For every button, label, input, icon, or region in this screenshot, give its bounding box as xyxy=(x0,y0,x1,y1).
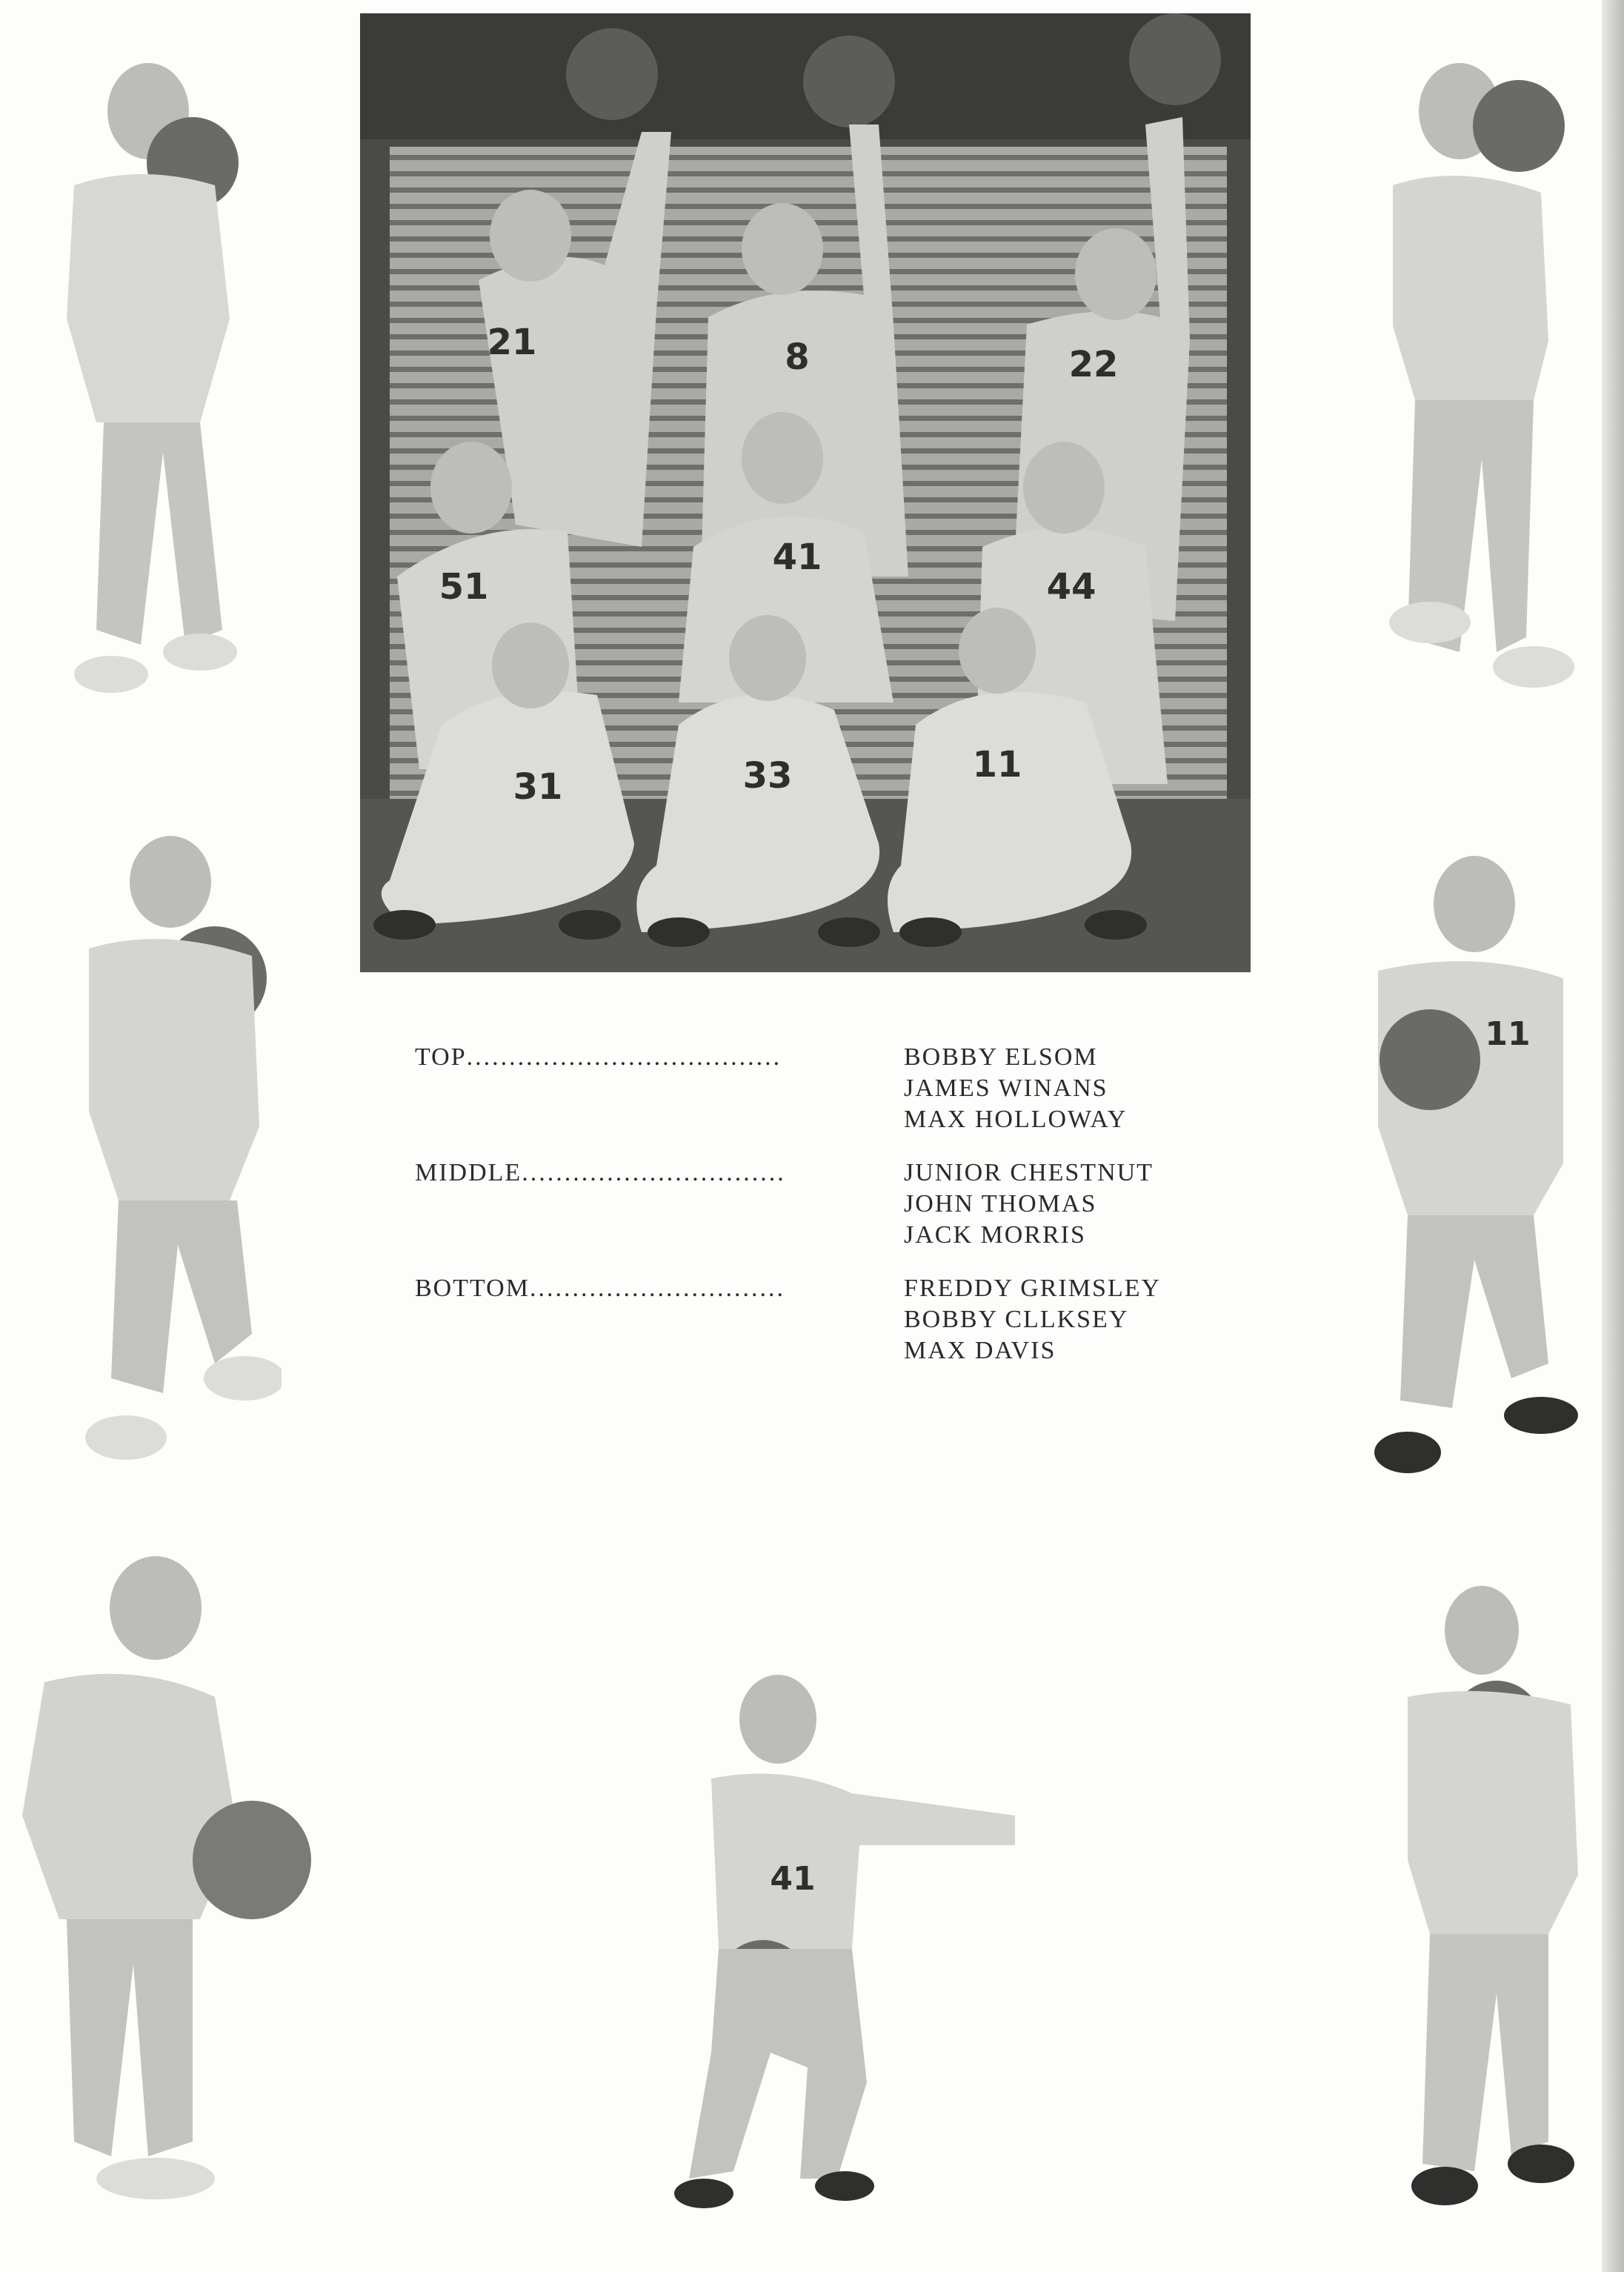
jersey-number: 33 xyxy=(742,755,793,797)
action-photo-right-top xyxy=(1378,44,1585,711)
roster-row-bottom: BOTTOM.............................. FREDDY GRIMSLEY BOBBY CLLKSEY MAX DAVIS xyxy=(415,1273,1161,1366)
player-name: BOBBY ELSOM xyxy=(904,1043,1098,1071)
jersey-number: 41 xyxy=(772,537,822,578)
player-silhouette-image xyxy=(74,830,282,1482)
player-silhouette-image xyxy=(1393,1578,1593,2231)
player-name: JUNIOR CHESTNUT xyxy=(904,1159,1154,1186)
roster-row-label: BOTTOM xyxy=(415,1275,530,1302)
jersey-number: 21 xyxy=(487,322,537,363)
roster-row-label: MIDDLE xyxy=(415,1159,522,1186)
jersey-number: 31 xyxy=(513,766,563,808)
jersey-number: 8 xyxy=(785,336,810,378)
roster-row-label: TOP xyxy=(415,1043,467,1071)
action-photo-left-middle xyxy=(74,830,282,1482)
jersey-number: 11 xyxy=(1485,1015,1531,1053)
jersey-number: 41 xyxy=(770,1860,816,1898)
action-photo-right-middle xyxy=(1363,845,1578,1497)
team-photo xyxy=(360,13,1251,972)
player-silhouette-image xyxy=(1378,44,1585,711)
player-silhouette-image xyxy=(52,37,244,704)
jersey-number: 44 xyxy=(1046,566,1096,608)
action-photo-center-bottom xyxy=(615,1667,1030,2223)
jersey-number: 11 xyxy=(972,744,1022,785)
roster-row-top: TOP..................................... BOBBY ELSOM JAMES WINANS MAX HOLLOWAY xyxy=(415,1042,1161,1135)
player-silhouette-image xyxy=(615,1667,1030,2223)
player-silhouette-image xyxy=(1363,845,1578,1497)
action-photo-right-bottom xyxy=(1393,1578,1593,2231)
roster-caption xyxy=(415,1042,1161,1366)
team-photo-image xyxy=(360,13,1251,972)
player-silhouette-image xyxy=(15,1549,311,2201)
player-name: JACK MORRIS xyxy=(904,1221,1086,1249)
player-name: MAX DAVIS xyxy=(904,1337,1056,1364)
player-name: JOHN THOMAS xyxy=(904,1190,1097,1218)
action-photo-left-top xyxy=(52,37,244,704)
page-edge xyxy=(1602,0,1624,2272)
player-name: FREDDY GRIMSLEY xyxy=(904,1275,1162,1302)
action-photo-left-bottom xyxy=(15,1549,311,2201)
jersey-number: 22 xyxy=(1068,344,1119,385)
player-name: MAX HOLLOWAY xyxy=(904,1106,1128,1133)
player-name: JAMES WINANS xyxy=(904,1074,1108,1102)
roster-row-middle: MIDDLE............................... JUNIOR CHESTNUT JOHN THOMAS JACK MORRIS xyxy=(415,1157,1161,1251)
player-name: BOBBY CLLKSEY xyxy=(904,1306,1129,1333)
jersey-number: 51 xyxy=(439,566,489,608)
